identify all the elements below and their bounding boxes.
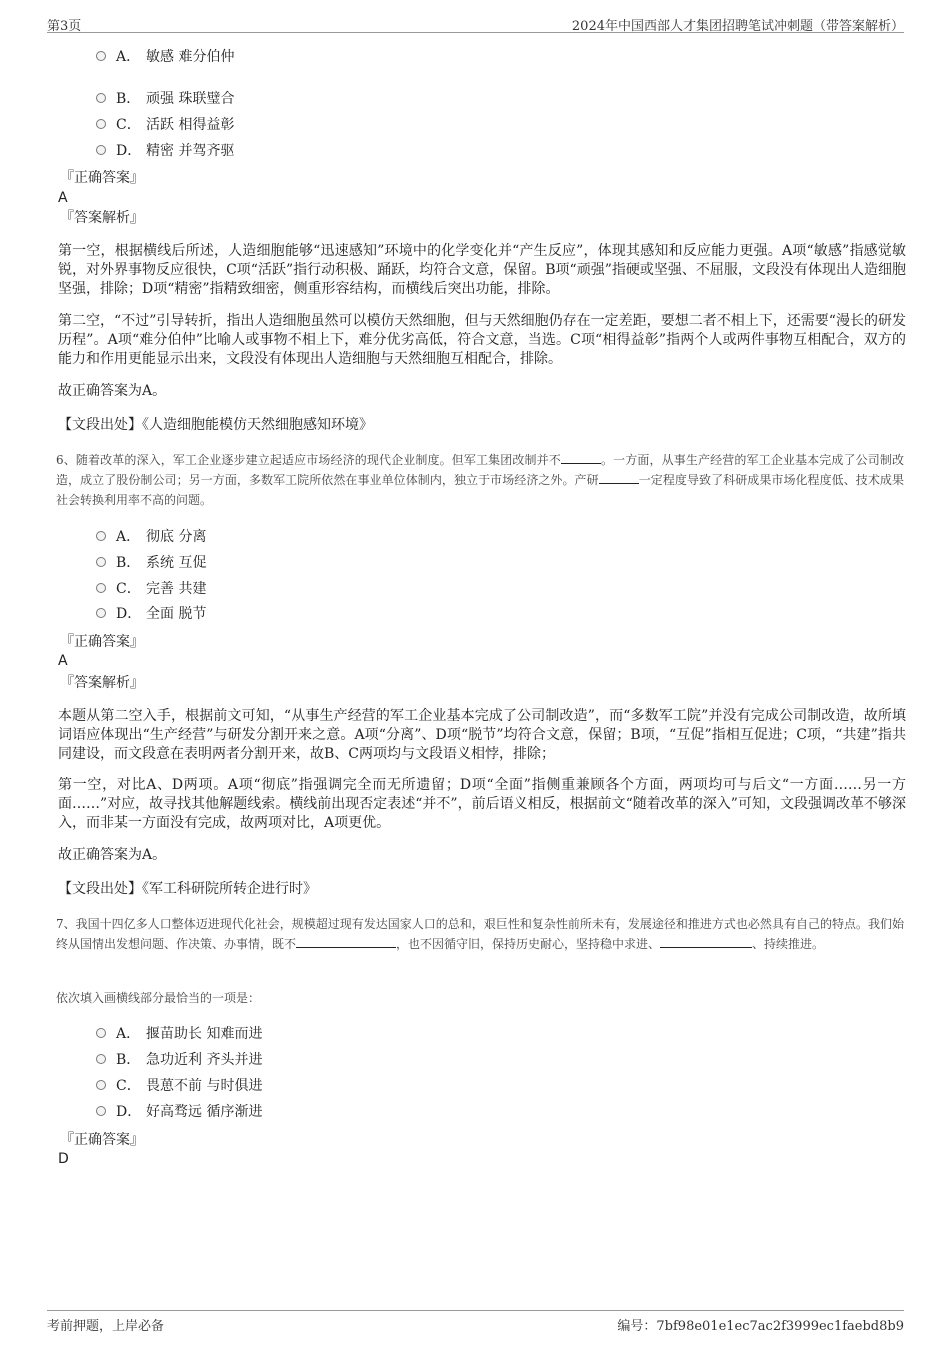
q7-option-d[interactable]: D． 好高骛远 循序渐进: [96, 1101, 262, 1123]
fill-blank: [561, 451, 601, 464]
q6-option-d[interactable]: D． 全面 脱节: [96, 603, 206, 625]
q5-analysis-label: 『答案解析』: [60, 210, 144, 226]
radio-icon[interactable]: [96, 1054, 106, 1064]
q5-answer-label: 『正确答案』: [60, 170, 144, 186]
q7-answer-label: 『正确答案』: [60, 1132, 144, 1148]
q6-option-c[interactable]: C． 完善 共建: [96, 578, 206, 600]
q7-answer: D: [58, 1151, 69, 1167]
radio-icon[interactable]: [96, 531, 106, 541]
radio-icon[interactable]: [96, 583, 106, 593]
fill-blank: [599, 471, 639, 484]
q6-stem: 6、随着改革的深入，军工企业逐步建立起适应市场经济的现代企业制度。但军工集团改制并不 。一方面，从事生产经营的军工企业基本完成了公司制改造，成立了股份制公司；另一方面，多数军工院所依然在事业单位体制内，独立于市场经济之外。产研 一定程度导致了科研成果市场化程度低、技术成果社会转换利用率不高的问题。: [56, 453, 904, 507]
q5-option-d[interactable]: D． 精密 并驾齐驱: [96, 140, 234, 162]
q5-option-b[interactable]: B． 顽强 珠联璧合: [96, 88, 234, 110]
radio-icon[interactable]: [96, 93, 106, 103]
q6-analysis-label: 『答案解析』: [60, 675, 144, 691]
document-title: 2024年中国西部人才集团招聘笔试冲刺题（带答案解析）: [571, 19, 904, 34]
radio-icon[interactable]: [96, 557, 106, 567]
q6-option-b[interactable]: B． 系统 互促: [96, 552, 206, 574]
page-header: [47, 10, 904, 33]
q6-source: 【文段出处】《军工科研院所转企进行时》: [58, 881, 317, 897]
q5-answer: A: [58, 190, 68, 206]
fill-blank: [660, 935, 752, 948]
q5-option-c[interactable]: C． 活跃 相得益彰: [96, 114, 234, 136]
q6-option-a[interactable]: A． 彻底 分离: [96, 526, 206, 548]
q6-analysis-paragraph-2: 第一空，对比A、D两项。A项“彻底”指强调完全而无所遗留；D项“全面”指侧重兼顾各个方面，两项均可与后文“一方面……另一方面……”对应，故寻找其他解题线索。横线前出现否定表述“并不”，前后语义相反，根据前文“随着改革的深入”可知，文段强调改革不够深入，而非某一方面没有完成，故两项对比，A项更优。: [58, 777, 906, 831]
radio-icon[interactable]: [96, 145, 106, 155]
radio-icon[interactable]: [96, 119, 106, 129]
q6-analysis-paragraph-1: 本题从第二空入手，根据前文可知，“从事生产经营的军工企业基本完成了公司制改造”，而“多数军工院”并没有完成公司制改造，故所填词语应体现出“生产经营”与研发分割开来之意。A项“分离”、D项“脱节”均符合文意，保留；B项，“互促”指相互促进；C项，“共建”指共同建设，而文段意在表明两者分割开来，故B、C两项均与文段语义相悖，排除；: [58, 708, 906, 762]
page-footer: [47, 1310, 904, 1333]
q5-analysis-paragraph-1: 第一空，根据横线后所述，人造细胞能够“迅速感知”环境中的化学变化并“产生反应”，体现其感知和反应能力更强。A项“敏感”指感觉敏锐，对外界事物反应很快，C项“活跃”指行动积极、踊跃，均符合文意，保留。B项“顽强”指硬或坚强、不屈服，文段没有体现出人造细胞坚强，排除；D项“精密”指精致细密，侧重形容结构，而横线后突出功能，排除。: [58, 243, 906, 297]
radio-icon[interactable]: [96, 1106, 106, 1116]
radio-icon[interactable]: [96, 1080, 106, 1090]
page-number: 第3页: [47, 19, 82, 34]
q6-conclusion: 故正确答案为A。: [58, 847, 167, 863]
q7-option-c[interactable]: C． 畏葸不前 与时俱进: [96, 1075, 262, 1097]
fill-blank: [296, 935, 396, 948]
q6-answer: A: [58, 653, 68, 669]
q7-prompt: 依次填入画横线部分最恰当的一项是：: [56, 991, 261, 1005]
document-id: 编号：7bf98e01e1ec7ac2f3999ec1faebd8b9: [617, 1319, 904, 1334]
q5-analysis-paragraph-2: 第二空，“不过”引导转折，指出人造细胞虽然可以模仿天然细胞，但与天然细胞仍存在一定差距，要想二者不相上下，还需要“漫长的研发历程”。A项“难分伯仲”比喻人或事物不相上下，难分优劣高低，符合文意，当选。C项“相得益彰”指两个人或两件事物互相配合，双方的能力和作用更能显示出来，文段没有体现出人造细胞与天然细胞互相配合，排除。: [58, 313, 906, 367]
q5-conclusion: 故正确答案为A。: [58, 383, 167, 399]
q5-source: 【文段出处】《人造细胞能模仿天然细胞感知环境》: [58, 417, 373, 433]
q7-stem: 7、我国十四亿多人口整体迈进现代化社会，规模超过现有发达国家人口的总和，艰巨性和复杂性前所未有，发展途径和推进方式也必然具有自己的特点。我们始终从国情出发想问题、作决策、办事情，既不 ，也不因循守旧，保持历史耐心，坚持稳中求进、 、持续推进。: [56, 917, 904, 951]
radio-icon[interactable]: [96, 1028, 106, 1038]
radio-icon[interactable]: [96, 608, 106, 618]
q6-answer-label: 『正确答案』: [60, 634, 144, 650]
q7-option-b[interactable]: B． 急功近利 齐头并进: [96, 1049, 262, 1071]
footer-slogan: 考前押题，上岸必备: [47, 1319, 165, 1334]
radio-icon[interactable]: [96, 51, 106, 61]
q7-option-a[interactable]: A． 揠苗助长 知难而进: [96, 1023, 262, 1045]
q5-option-a[interactable]: A． 敏感 难分伯仲: [96, 46, 234, 68]
